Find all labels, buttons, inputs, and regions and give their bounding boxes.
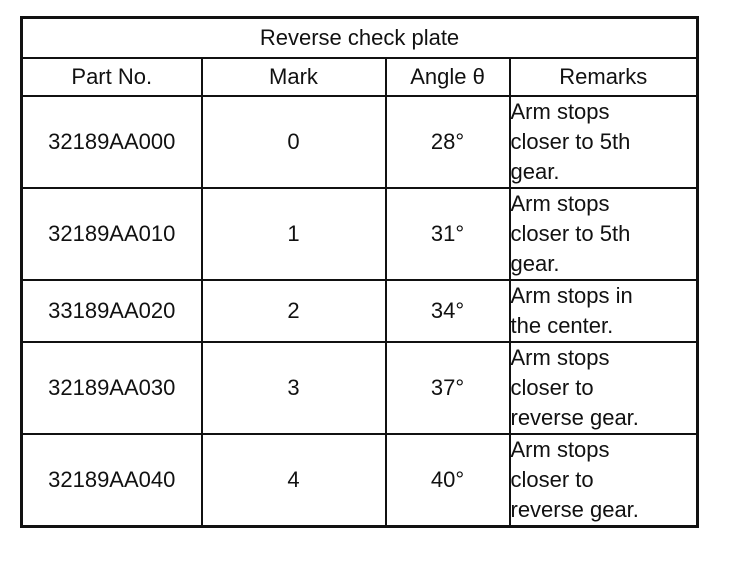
- remarks-line: closer to 5th: [510, 129, 631, 154]
- angle-cell: 40°: [386, 434, 510, 527]
- table-title-row: [22, 18, 698, 59]
- remarks-line: the center.: [510, 313, 614, 338]
- remarks-cell: [510, 342, 698, 434]
- remarks-line: Arm stops: [510, 437, 610, 462]
- table-row: [22, 280, 698, 342]
- mark-cell: 1: [202, 188, 386, 280]
- angle-cell: 31°: [386, 188, 510, 280]
- table-row: [22, 434, 698, 527]
- remarks-cell: [510, 188, 698, 280]
- remarks-cell: [510, 96, 698, 188]
- mark-cell: 3: [202, 342, 386, 434]
- remarks-line: Arm stops: [510, 99, 610, 124]
- remarks-line: closer to 5th: [510, 221, 631, 246]
- remarks-line: closer to: [510, 375, 594, 400]
- remarks-line: gear.: [510, 251, 560, 276]
- angle-cell: 37°: [386, 342, 510, 434]
- part-no-cell: 32189AA010: [22, 188, 202, 280]
- header-remarks: Remarks: [510, 58, 698, 96]
- table-row: [22, 188, 698, 280]
- mark-cell: 2: [202, 280, 386, 342]
- remarks-cell: [510, 434, 698, 527]
- header-row: [22, 58, 698, 96]
- remarks-line: Arm stops in: [510, 283, 633, 308]
- remarks-cell: [510, 280, 698, 342]
- part-no-cell: 33189AA020: [22, 280, 202, 342]
- part-no-cell: 32189AA030: [22, 342, 202, 434]
- table-row: [22, 342, 698, 434]
- table-row: [22, 96, 698, 188]
- remarks-line: reverse gear.: [510, 497, 639, 522]
- remarks-line: gear.: [510, 159, 560, 184]
- header-mark: Mark: [202, 58, 386, 96]
- header-part-no: Part No.: [22, 58, 202, 96]
- part-no-cell: 32189AA000: [22, 96, 202, 188]
- part-no-cell: 32189AA040: [22, 434, 202, 527]
- remarks-line: closer to: [510, 467, 594, 492]
- table-title: Reverse check plate: [22, 18, 698, 59]
- remarks-line: reverse gear.: [510, 405, 639, 430]
- header-angle: Angle θ: [386, 58, 510, 96]
- angle-cell: 34°: [386, 280, 510, 342]
- reverse-check-plate-table: [20, 16, 699, 528]
- remarks-line: Arm stops: [510, 191, 610, 216]
- mark-cell: 0: [202, 96, 386, 188]
- mark-cell: 4: [202, 434, 386, 527]
- angle-cell: 28°: [386, 96, 510, 188]
- remarks-line: Arm stops: [510, 345, 610, 370]
